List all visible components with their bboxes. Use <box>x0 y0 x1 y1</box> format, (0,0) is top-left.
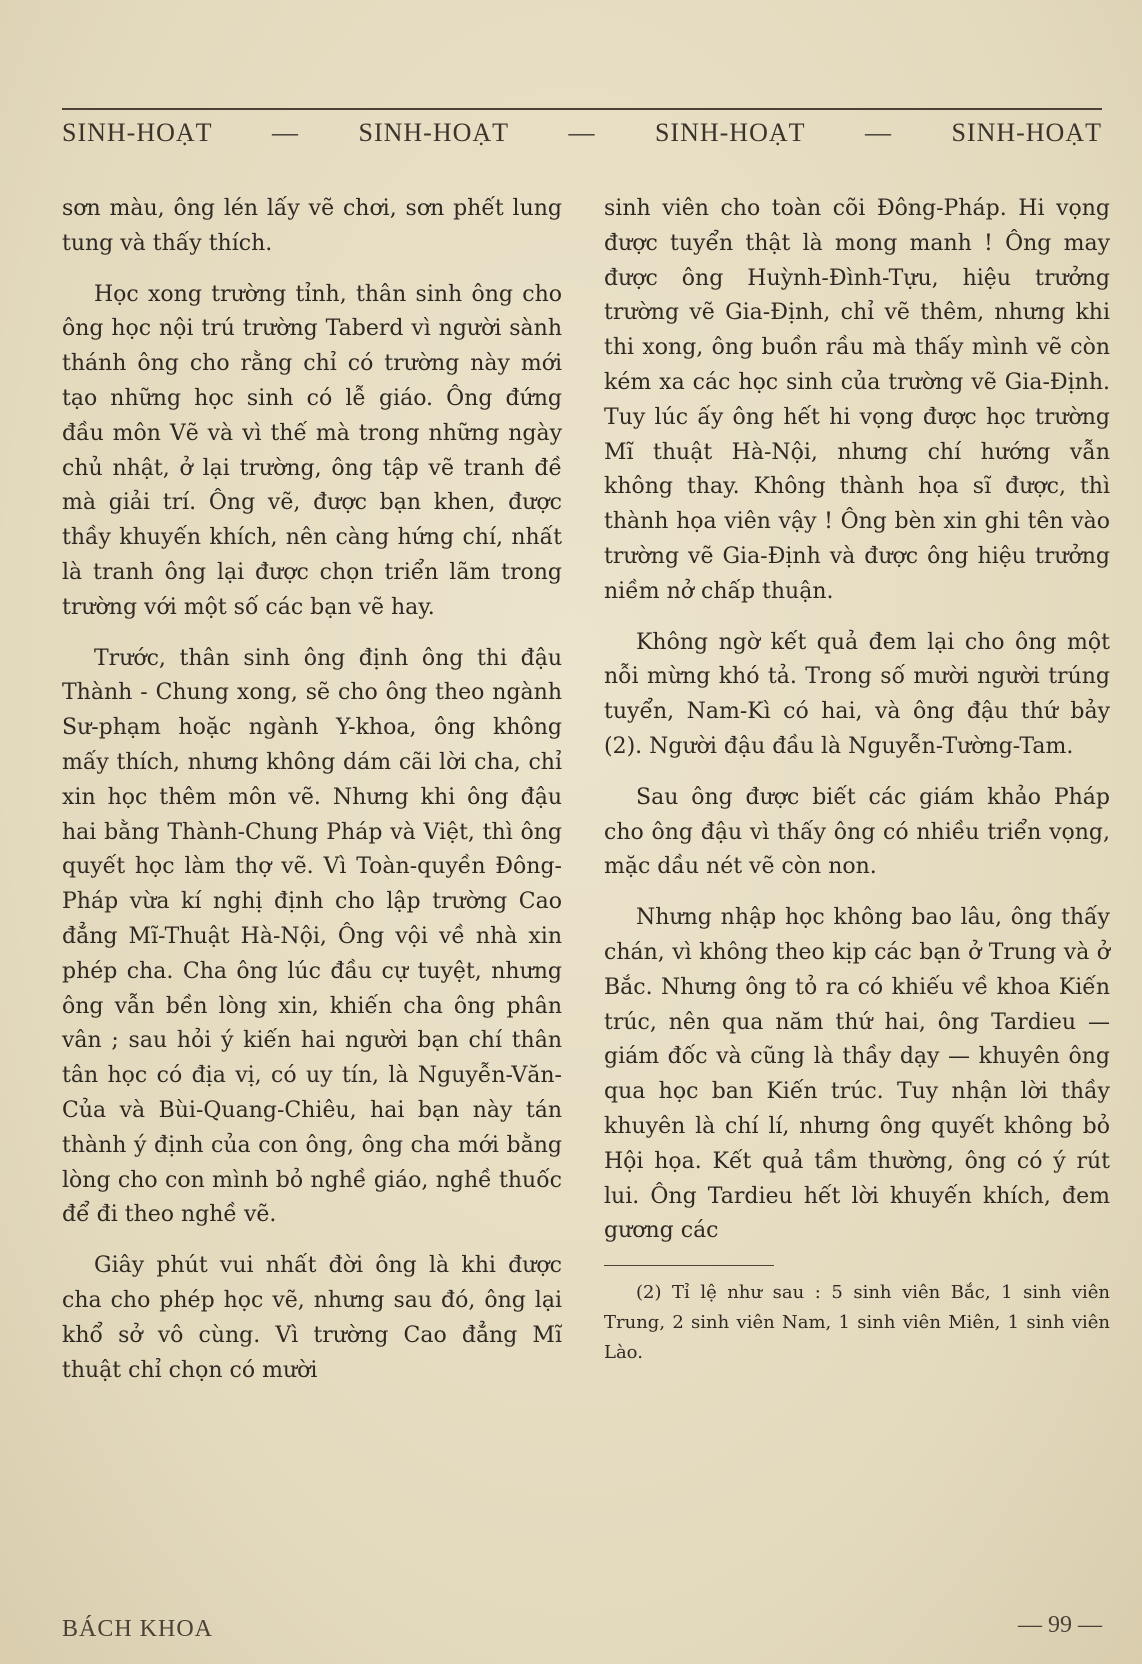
right-column <box>604 192 1110 1384</box>
paragraph: Nhưng nhập học không bao lâu, ông thấy chán, vì không theo kịp các bạn ở Trung và ở Bắc. Nhưng ông tỏ ra có khiếu về khoa Kiến trúc, nên qua năm thứ hai, ông Tardieu — giám đốc và cũng là thầy dạy — khuyên ông qua học ban Kiến trúc. Tuy nhận lời thầy khuyên là chí lí, nhưng ông quyết không bỏ Hội họa. Kết quả tầm thường, ông có ý rút lui. Ông Tardieu hết lời khuyến khích, đem gương các <box>604 905 1110 1244</box>
footnote-rule <box>604 1265 774 1266</box>
paragraph: Không ngờ kết quả đem lại cho ông một nỗi mừng khó tả. Trong số mười người trúng tuyển, Nam-Kì có hai, và ông đậu thứ bảy (2). Người đậu đầu là Nguyễn-Tường-Tam. <box>604 629 1110 759</box>
running-header <box>62 116 1102 150</box>
paragraph: sinh viên cho toàn cõi Đông-Pháp. Hi vọng được tuyển thật là mong manh ! Ông may được ông Huỳnh-Đình-Tựu, hiệu trưởng trường vẽ Gia-Định, chỉ vẽ thêm, nhưng khi thi xong, ông buồn rầu mà thấy mình vẽ còn kém xa các học sinh của trường vẽ Gia-Định. Tuy lúc ấy ông hết hi vọng được học trường Mĩ thuật Hà-Nội, nhưng chí hướng vẫn không thay. Không thành họa sĩ được, thì thành họa viên vậy ! Ông bèn xin ghi tên vào trường vẽ Gia-Định và được ông hiệu trưởng niềm nở chấp thuận. <box>604 196 1110 604</box>
footnote: (2) Tỉ lệ như sau : 5 sinh viên Bắc, 1 sinh viên Trung, 2 sinh viên Nam, 1 sinh viên Miên, 1 sinh viên Lào. <box>604 1282 1110 1364</box>
paragraph: Sau ông được biết các giám khảo Pháp cho ông đậu vì thấy ông có nhiều triển vọng, mặc dầu nét vẽ còn non. <box>604 784 1110 880</box>
header-item: SINH-HOẠT <box>62 118 213 147</box>
paragraph: Trước, thân sinh ông định ông thi đậu Thành - Chung xong, sẽ cho ông theo ngành Sư-phạm hoặc ngành Y-khoa, ông không mấy thích, nhưng không dám cãi lời cha, chỉ xin học thêm môn vẽ. Nhưng khi ông đậu hai bằng Thành-Chung Pháp và Việt, thì ông quyết học làm thợ vẽ. Vì Toàn-quyền Đông-Pháp vừa kí nghị định cho lập trường Cao đẳng Mĩ-Thuật Hà-Nội, Ông vội về nhà xin phép cha. Cha ông lúc đầu cự tuyệt, nhưng ông vẫn bền lòng xin, khiến cha ông phân vân ; sau hỏi ý kiến hai người bạn chí thân tân học có địa vị, có uy tín, là Nguyễn-Văn-Của và Bùi-Quang-Chiêu, hai bạn này tán thành ý định của con ông, ông cha mới bằng lòng cho con mình bỏ nghề giáo, nghề thuốc để đi theo nghề vẽ. <box>62 645 562 1228</box>
header-rule <box>62 108 1102 110</box>
header-item: SINH-HOẠT <box>654 118 806 147</box>
header-item: SINH-HOẠT <box>358 118 510 147</box>
footer-title: BÁCH KHOA <box>62 1616 214 1642</box>
page-number: — 99 — <box>1018 1612 1102 1638</box>
header-item: — <box>568 118 596 147</box>
paragraph: Giây phút vui nhất đời ông là khi được cha cho phép học vẽ, nhưng sau đó, ông lại khổ sở vô cùng. Vì trường Cao đẳng Mĩ thuật chỉ chọn có mười <box>62 1253 562 1383</box>
paragraph: sơn màu, ông lén lấy vẽ chơi, sơn phết lung tung và thấy thích. <box>62 196 562 256</box>
paragraph: Học xong trường tỉnh, thân sinh ông cho ông học nội trú trường Taberd vì người sành thánh ông cho rằng chỉ có trường này mới tạo những học sinh có lễ giáo. Ông đứng đầu môn Vẽ và vì thế mà trong những ngày chủ nhật, ở lại trường, ông tập vẽ tranh đề mà giải trí. Ông vẽ, được bạn khen, được thầy khuyến khích, nên càng hứng chí, nhất là tranh ông lại được chọn triển lãm trong trường với một số các bạn vẽ hay. <box>62 281 562 620</box>
header-item: — <box>272 118 300 147</box>
left-column <box>62 192 562 1404</box>
header-item: SINH-HOẠT <box>951 118 1102 147</box>
header-item: — <box>864 118 892 147</box>
